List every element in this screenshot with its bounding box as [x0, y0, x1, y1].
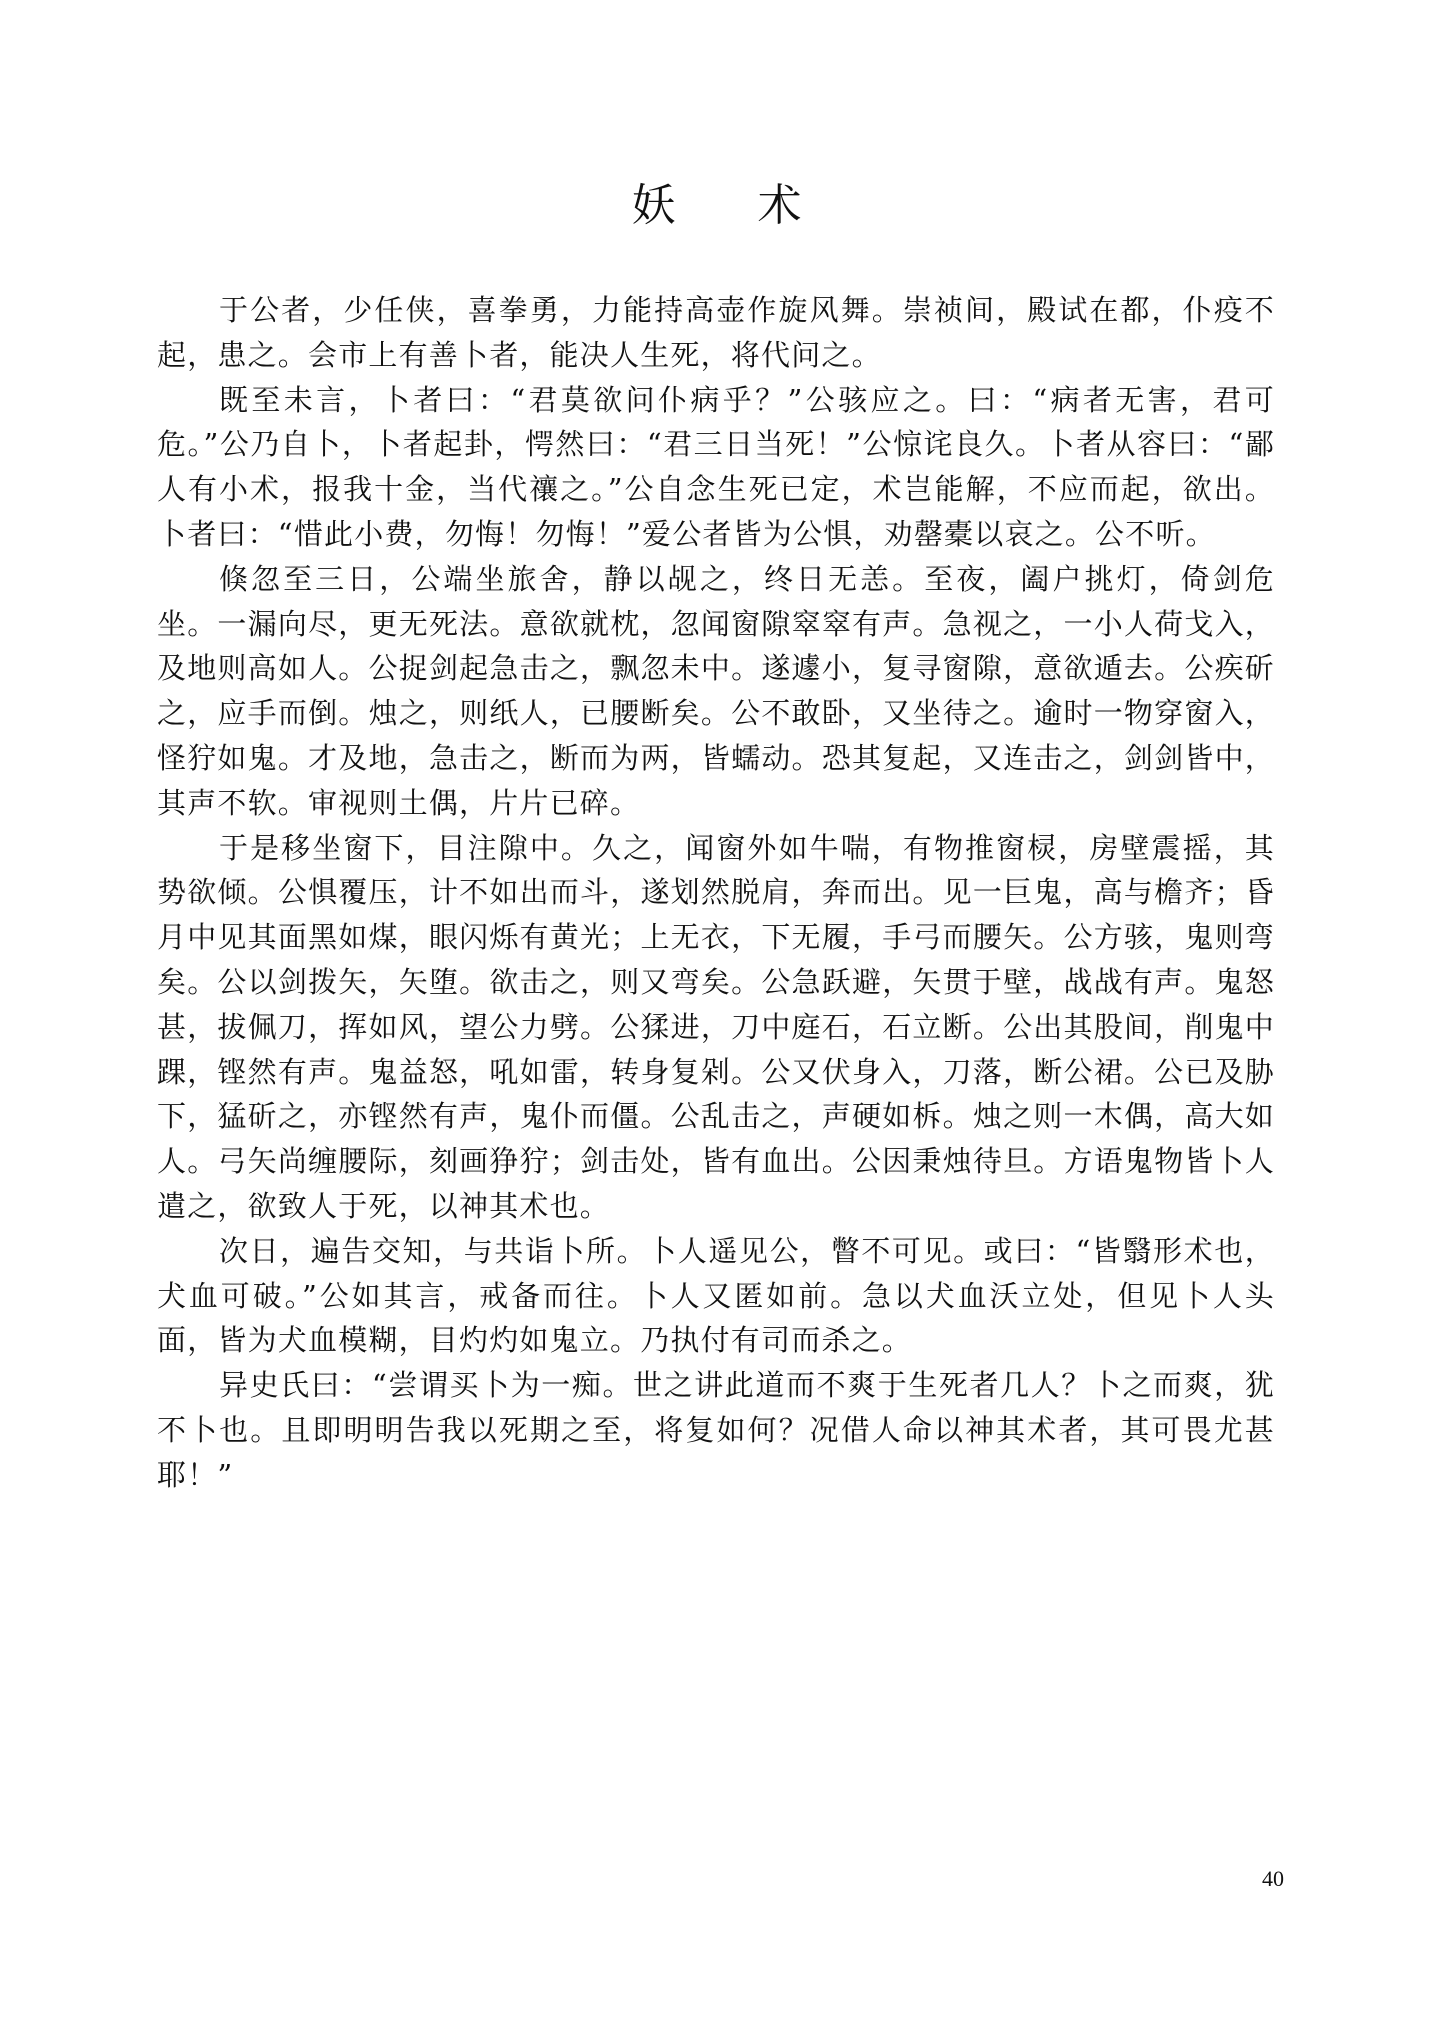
paragraph: 于是移坐窗下，目注隙中。久之，闻窗外如牛喘，有物推窗棂，房壁震摇，其势欲倾。公惧覆压，计不如出而斗，遂划然脱肩，奔而出。见一巨鬼，高与檐齐；昏月中见其面黑如煤，眼闪烁有黄光；上无衣，下无履，手弓而腰矢。公方骇，鬼则弯矣。公以剑拨矢，矢堕。欲击之，则又弯矣。公急跃避，矢贯于壁，战战有声。鬼怒甚，拔佩刀，挥如风，望公力劈。公猱进，刀中庭石，石立断。公出其股间，削鬼中踝，铿然有声。鬼益怒，吼如雷，转身复剁。公又伏身入，刀落，断公裙。公已及胁下，猛斫之，亦铿然有声，鬼仆而僵。公乱击之，声硬如柝。烛之则一木偶，高大如人。弓矢尚缠腰际，刻画狰狞；剑击处，皆有血出。公因秉烛待旦。方语鬼物皆卜人遣之，欲致人于死，以神其术也。	[157, 830, 1275, 1223]
paragraph: 倏忽至三日，公端坐旅舍，静以觇之，终日无恙。至夜，阖户挑灯，倚剑危坐。一漏向尽，更无死法。意欲就枕，忽闻窗隙窣窣有声。急视之，一小人荷戈入，及地则高如人。公捉剑起急击之，飘忽未中。遂遽小，复寻窗隙，意欲遁去。公疾斫之，应手而倒。烛之，则纸人，已腰断矣。公不敢卧，又坐待之。逾时一物穿窗入，怪狞如鬼。才及地，急击之，断而为两，皆蠕动。恐其复起，又连击之，剑剑皆中，其声不软。审视则土偶，片片已碎。	[157, 561, 1275, 820]
paragraph: 次日，遍告交知，与共诣卜所。卜人遥见公，瞥不可见。或曰：“皆翳形术也，犬血可破。”公如其言，戒备而往。卜人又匿如前。急以犬血沃立处，但见卜人头面，皆为犬血模糊，目灼灼如鬼立。乃执付有司而杀之。	[157, 1233, 1275, 1358]
page-title: 妖 术	[631, 180, 836, 231]
paragraph: 既至未言，卜者曰：“君莫欲问仆病乎？”公骇应之。曰：“病者无害，君可危。”公乃自卜，卜者起卦，愕然曰：“君三日当死！”公惊诧良久。卜者从容曰：“鄙人有小术，报我十金，当代禳之。”公自念生死已定，术岂能解，不应而起，欲出。卜者曰：“惜此小费，勿悔！勿悔！”爱公者皆为公惧，劝罄橐以哀之。公不听。	[157, 382, 1275, 551]
body-text	[157, 288, 1275, 1498]
paragraph: 异史氏曰：“尝谓买卜为一痴。世之讲此道而不爽于生死者几人？卜之而爽，犹不卜也。且即明明告我以死期之至，将复如何？况借人命以神其术者，其可畏尤甚耶！”	[157, 1368, 1275, 1492]
paragraph: 于公者，少任侠，喜拳勇，力能持高壶作旋风舞。崇祯间，殿试在都，仆疫不起，患之。会市上有善卜者，能决人生死，将代问之。	[157, 293, 1275, 372]
page-number: 40	[1262, 1866, 1284, 1891]
